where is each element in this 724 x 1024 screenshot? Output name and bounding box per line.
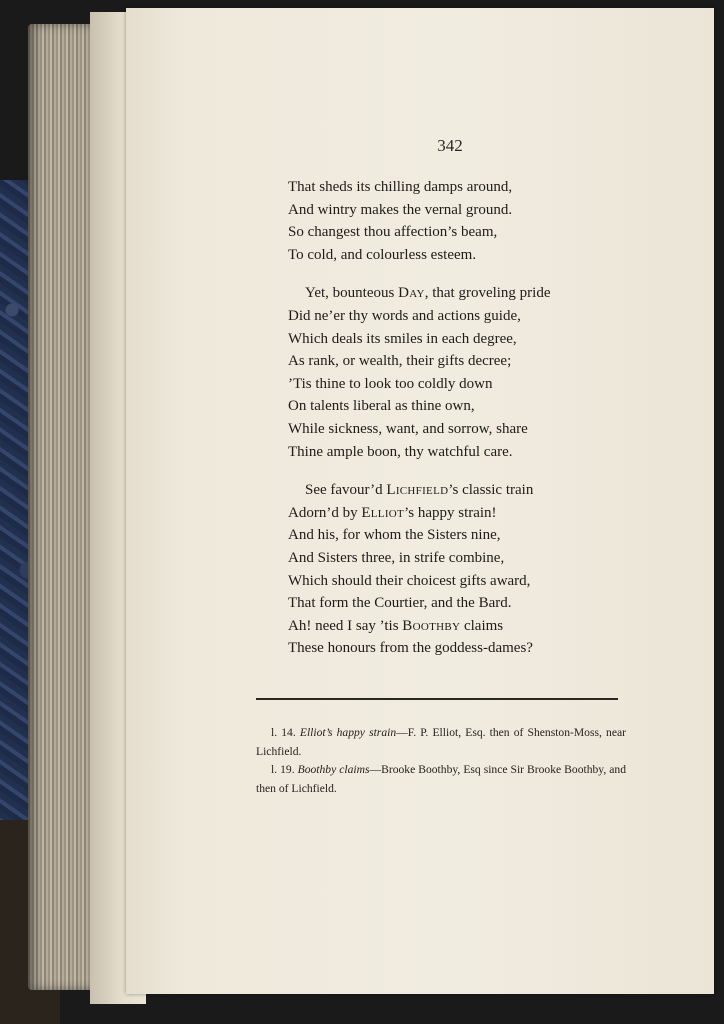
poem-line — [288, 328, 648, 351]
stanza — [288, 282, 648, 463]
poem-line — [288, 615, 648, 638]
line-text: On talents liberal as thine own, — [288, 398, 475, 415]
footnote-text: —F. P. Elliot, Esq. then of Shenston-Moss, near Lichfield. — [256, 726, 626, 758]
line-text: These honours from the goddess-dames? — [288, 640, 533, 657]
poem-line — [288, 373, 648, 396]
poem-line — [288, 221, 648, 244]
page-number: 342 — [437, 136, 463, 155]
line-text: See favour’d — [305, 482, 387, 499]
poem-line — [288, 244, 648, 267]
footnote — [256, 761, 626, 798]
poem-line — [288, 350, 648, 373]
line-text: As rank, or wealth, their gifts decree; — [288, 353, 512, 370]
line-text: ’s classic train — [448, 482, 534, 499]
line-text: Yet, bounteous — [305, 285, 399, 302]
poem-line — [288, 592, 648, 615]
footnote-cited-phrase: Elliot’s happy strain — [299, 726, 397, 739]
footnote-ref: l. 19. — [271, 763, 295, 776]
poem-line — [288, 418, 648, 441]
poem-line — [288, 479, 648, 502]
small-caps-name: Day — [398, 285, 425, 302]
poem-line — [288, 570, 648, 593]
line-text: And wintry makes the vernal ground. — [288, 201, 513, 218]
poem-line — [288, 305, 648, 328]
footnote-cited-phrase: Boothby claims — [297, 763, 370, 776]
poem-line — [288, 282, 648, 305]
poem-line — [288, 441, 648, 464]
line-text: Did ne’er thy words and actions guide, — [288, 307, 521, 324]
footnote-ref: l. 14. — [271, 726, 296, 739]
stanza — [288, 176, 648, 266]
footnote-text: —Brooke Boothby, Esq since Sir Brooke Boothby, and then of Lichfield. — [256, 763, 626, 795]
line-text: ’s happy strain! — [404, 504, 497, 521]
footnotes — [256, 724, 626, 798]
line-text: Which deals its smiles in each degree, — [288, 330, 517, 347]
small-caps-name: Lichfield — [386, 482, 449, 499]
line-text: ’Tis thine to look too coldly down — [288, 375, 493, 392]
book-page — [126, 8, 714, 994]
small-caps-name: Elliot — [361, 504, 405, 521]
poem-line — [288, 395, 648, 418]
poem-line — [288, 524, 648, 547]
line-text: So changest thou affection’s beam, — [288, 224, 498, 241]
poem-line — [288, 176, 648, 199]
line-text: And Sisters three, in strife combine, — [288, 549, 505, 566]
line-text: Which should their choicest gifts award, — [288, 572, 531, 589]
line-text: That sheds its chilling damps around, — [288, 179, 513, 195]
footnote — [256, 724, 626, 761]
poem-line — [288, 502, 648, 525]
line-text: Adorn’d by — [288, 504, 362, 521]
line-text: To cold, and colourless esteem. — [288, 246, 477, 263]
line-text: Ah! need I say ’tis — [288, 617, 403, 634]
line-text: Thine ample boon, thy watchful care. — [288, 443, 513, 460]
line-text: While sickness, want, and sorrow, share — [288, 420, 528, 437]
line-text: And his, for whom the Sisters nine, — [288, 527, 501, 544]
poem-line — [288, 199, 648, 222]
line-text: claims — [460, 617, 504, 634]
poem-line — [288, 547, 648, 570]
poem-line — [288, 637, 648, 660]
small-caps-name: Boothby — [402, 617, 461, 634]
line-text: That form the Courtier, and the Bard. — [288, 595, 512, 612]
footnote-rule — [256, 698, 618, 700]
poem-body — [288, 176, 648, 676]
stanza — [288, 479, 648, 660]
line-text: , that groveling pride — [424, 285, 551, 302]
